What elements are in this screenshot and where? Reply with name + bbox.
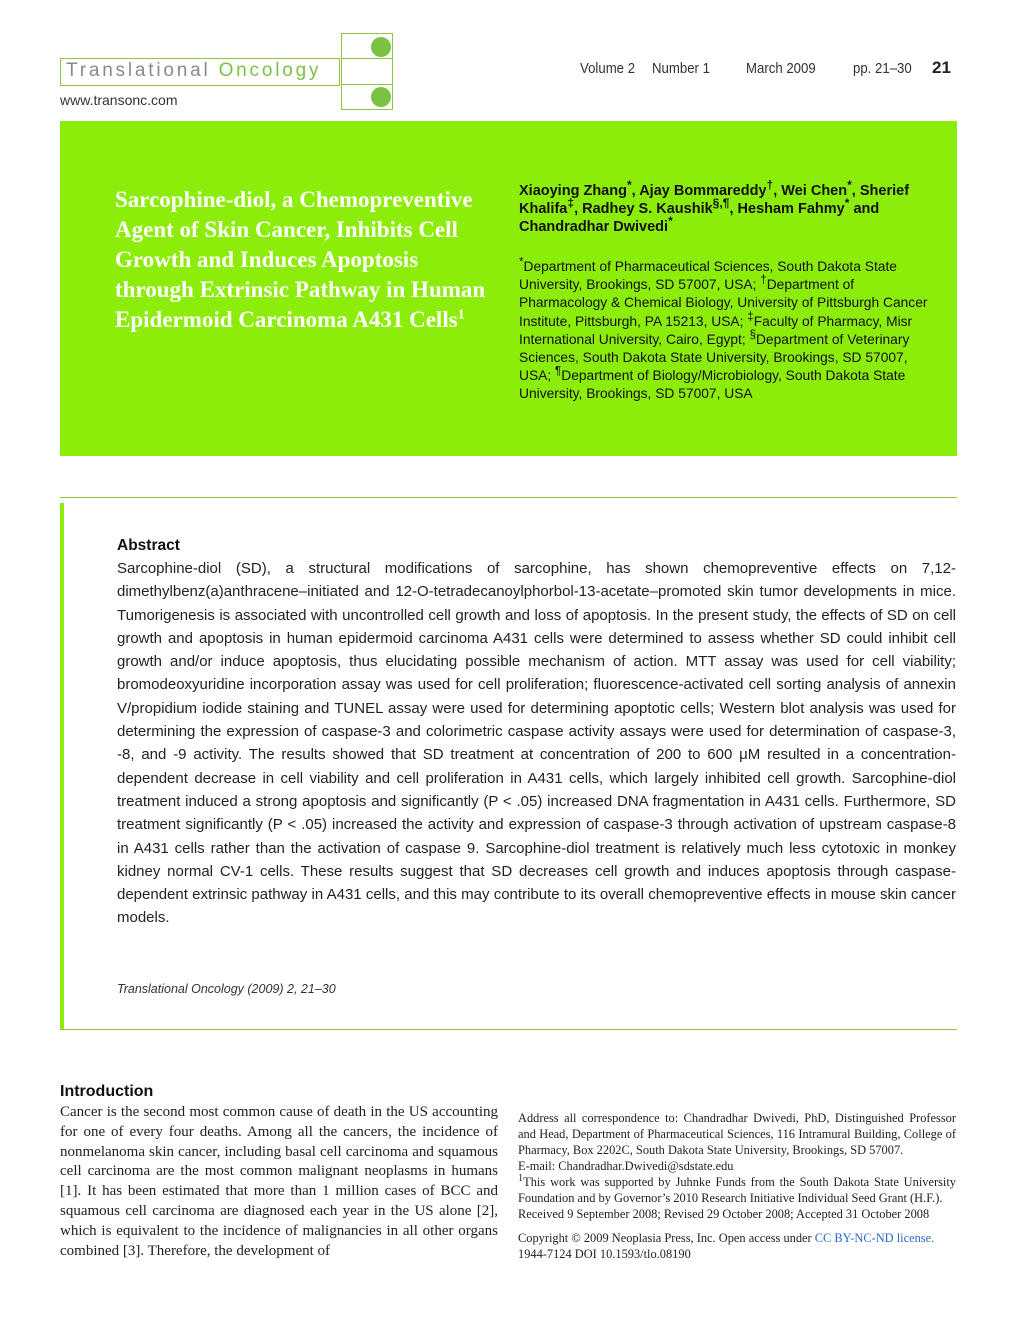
author-affiliation-mark: * bbox=[626, 178, 632, 193]
logo-dot-bottom bbox=[371, 87, 391, 107]
author-affiliation-mark: * bbox=[668, 214, 673, 229]
affiliation-text: Faculty of Pharmacy, Misr International University, Cairo, Egypt; bbox=[519, 313, 913, 347]
author-name: Wei Chen bbox=[781, 183, 848, 199]
affiliation-mark: ¶ bbox=[555, 365, 562, 378]
author-separator: , bbox=[851, 183, 860, 199]
article-title-text: Sarcophine-diol, a Chemopreventive Agent of Skin Cancer, Inhibits Cell Growth and Induces Apoptosis through Extrinsic Pathway in Human Epidermoid Carcinoma A431 Cells bbox=[115, 187, 486, 332]
issn-doi: 1944-7124 DOI 10.1593/tlo.08190 bbox=[518, 1247, 691, 1261]
abstract-text: Sarcophine-diol (SD), a structural modifications of sarcophine, has shown chemopreventive effects on 7,12-dimethylbenz(a)anthracene–initiated and 12-O-tetradecanoylphorbol-13-acetate–promoted skin tumor developments in mice. Tumorigenesis is associated with uncontrolled cell growth and loss of apoptosis. In the present study, the effects of SD on cell growth and apoptosis in human epidermoid carcinoma A431 cells were determined to assess whether SD could inhibit cell growth and/or induce apoptosis, thus elucidating possible mechanism of action. MTT assay was used for cell viability; bromodeoxyuridine incorporation assay was used for cell proliferation; fluorescence-activated cell sorting analysis of annexin V/propidium iodide staining and TUNEL assay were used for determining apoptotic cells; Western blot analysis was used for determining the expression of caspase-3 and colorimetric caspase activity assays were used for determination of caspase-3, -8, and -9 activity. The results showed that SD treatment at concentration of 200 to 600 μM resulted in a concentration-dependent decrease in cell viability and cell proliferation in A431 cells, which largely inhibited cell growth. Sarcophine-diol treatment induced a strong apoptosis and significantly (P < .05) increased DNA fragmentation in A431 cells. Furthermore, SD treatment significantly (P < .05) increased the activity and expression of caspase-3 through activation of upstream caspase-8 in A431 cells rather than the activation of caspase 9. Sarcophine-diol treatment is relatively much less cytotoxic in monkey kidney normal CV-1 cells. These results suggest that SD decreases cell growth and induces apoptosis through caspase-dependent extrinsic pathway in A431 cells, and this may contribute to its overall chemopreventive effects in mouse skin cancer models. bbox=[117, 560, 956, 927]
funding-footnote-mark: 1 bbox=[518, 1172, 524, 1184]
author-separator: , bbox=[574, 201, 583, 217]
page-number: 21 bbox=[932, 58, 951, 77]
affiliation-text: Department of Biology/Microbiology, South Dakota State University, Brookings, SD 57007, USA bbox=[519, 368, 906, 402]
issue-number: Number 1 bbox=[652, 60, 710, 77]
affiliation-mark: † bbox=[760, 274, 767, 287]
page-range: pp. 21–30 bbox=[853, 60, 912, 77]
author-affiliation-mark: * bbox=[844, 196, 850, 211]
abstract-top-rule bbox=[60, 497, 957, 498]
affiliation-text: Department of Pharmaceutical Sciences, South Dakota State University, Brookings, SD 57007, USA; bbox=[519, 259, 897, 293]
correspondence-email[interactable]: E-mail: Chandradhar.Dwivedi@sdstate.edu bbox=[518, 1159, 734, 1173]
author-list bbox=[519, 178, 939, 236]
author-name: Sherief Khalifa bbox=[519, 183, 910, 217]
author-affiliation-mark: † bbox=[766, 178, 774, 193]
author-name: Xiaoying Zhang bbox=[519, 183, 627, 199]
affiliation-mark: ‡ bbox=[747, 311, 754, 324]
author-name: Chandradhar Dwivedi bbox=[519, 219, 669, 235]
author-affiliation-mark: ‡ bbox=[567, 196, 575, 211]
author-name: Radhey S. Kaushik bbox=[582, 201, 713, 217]
title-footnote-mark: 1 bbox=[457, 307, 465, 323]
open-access-text: Open access under bbox=[718, 1231, 812, 1245]
copyright-line bbox=[518, 1230, 956, 1246]
logo-dot-top bbox=[371, 37, 391, 57]
funding-note bbox=[518, 1174, 956, 1206]
author-affiliation-mark: * bbox=[847, 178, 852, 193]
author-name: Ajay Bommareddy bbox=[639, 183, 767, 199]
affiliation-mark: § bbox=[749, 329, 756, 342]
abstract-heading: Abstract bbox=[117, 537, 180, 554]
author-separator: , bbox=[729, 201, 738, 217]
introduction-heading: Introduction bbox=[60, 1083, 154, 1100]
copyright-text: Copyright © 2009 Neoplasia Press, Inc. bbox=[518, 1231, 716, 1245]
funding-text: This work was supported by Juhnke Funds from the South Dakota State University Foundation and by Governor’s 2010 Research Initiative Individual Seed Grant (H.F.). bbox=[518, 1175, 956, 1205]
author-separator: , bbox=[631, 183, 640, 199]
license-link[interactable]: CC BY-NC-ND license. bbox=[814, 1231, 935, 1245]
author-separator: , bbox=[773, 183, 782, 199]
affiliation-list bbox=[519, 258, 939, 404]
introduction-text: Cancer is the second most common cause of death in the US accounting for one of every four deaths. Among all the cancers, the incidence of nonmelanoma skin cancer, including basal cell carcinoma and squamous cell carcinoma are the most common malignant neoplasms in humans [1]. It has been estimated that more than 1 million cases of BCC and squamous cell carcinoma are diagnosed each year in the US alone [2], which is equivalent to the incidence of malignancies in all other organs combined [3]. Therefore, the development of bbox=[60, 1104, 498, 1259]
abstract-bottom-rule bbox=[60, 1029, 957, 1030]
journal-name-part1: Translational bbox=[66, 60, 211, 81]
correspondence-footnote bbox=[518, 1110, 956, 1222]
journal-logo-text bbox=[66, 60, 321, 82]
journal-website[interactable]: www.transonc.com bbox=[60, 92, 178, 108]
journal-name-part2: Oncology bbox=[218, 60, 322, 81]
abstract-side-bar bbox=[60, 503, 64, 1029]
received-dates: Received 9 September 2008; Revised 29 October 2008; Accepted 31 October 2008 bbox=[518, 1207, 930, 1221]
affiliation-text: Department of Veterinary Sciences, South Dakota State University, Brookings, SD 57007, USA; bbox=[519, 331, 910, 384]
volume: Volume 2 bbox=[580, 60, 636, 77]
affiliation-text: Department of Pharmacology & Chemical Biology, University of Pittsburgh Cancer Institute, Pittsburgh, PA 15213, USA; bbox=[519, 277, 928, 329]
correspondence-address: Address all correspondence to: Chandradhar Dwivedi, PhD, Distinguished Professor and Head, Department of Pharmaceutical Sciences, 116 Intramural Building, College of Pharmacy, Box 2202C, South Dakota State University, Brookings, SD 57007. bbox=[518, 1111, 956, 1157]
article-title bbox=[115, 185, 495, 335]
article-citation: Translational Oncology (2009) 2, 21–30 bbox=[117, 982, 336, 996]
author-name: Hesham Fahmy bbox=[737, 201, 845, 217]
issue-date: March 2009 bbox=[746, 60, 816, 77]
affiliation-mark: * bbox=[519, 256, 524, 269]
author-separator: and bbox=[849, 201, 880, 217]
author-affiliation-mark: §,¶ bbox=[712, 196, 730, 211]
copyright-block bbox=[518, 1230, 956, 1262]
